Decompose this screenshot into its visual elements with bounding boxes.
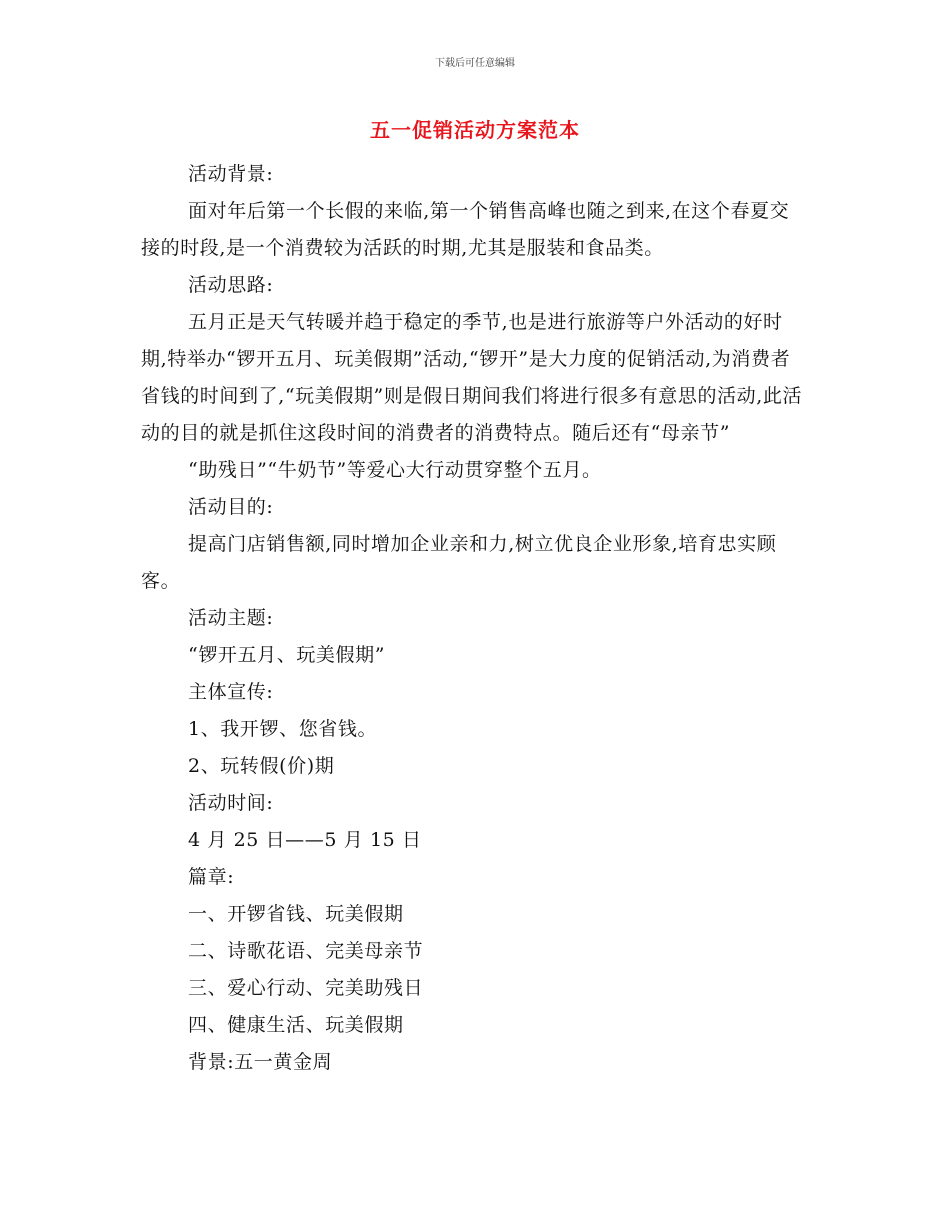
section-heading-theme: 活动主题: <box>188 607 274 629</box>
promo-item-2: 2、玩转假(价)期 <box>188 755 335 777</box>
paragraph-idea-continued: “助残日”“牛奶节”等爱心大行动贯穿整个五月。 <box>188 459 602 481</box>
section-heading-background: 活动背景: <box>188 163 274 185</box>
chapter-item-1: 一、开锣省钱、玩美假期 <box>188 903 404 925</box>
section-heading-promo: 主体宣传: <box>188 681 274 703</box>
section-heading-chapters: 篇章: <box>188 866 235 888</box>
paragraph-background: 面对年后第一个长假的来临,第一个销售高峰也随之到来,在这个春夏交接的时段,是一个消费较为活跃的时期,尤其是服装和食品类。 <box>141 200 790 259</box>
background-line: 背景:五一黄金周 <box>188 1051 333 1073</box>
document-body <box>141 156 807 1081</box>
header-note: 下载后可任意编辑 <box>435 58 515 69</box>
section-heading-idea: 活动思路: <box>188 274 274 296</box>
chapter-item-3: 三、爱心行动、完美助残日 <box>188 977 424 999</box>
document-title: 五一促销活动方案范本 <box>370 118 580 142</box>
promo-item-1: 1、我开锣、您省钱。 <box>188 718 378 740</box>
chapter-item-4: 四、健康生活、玩美假期 <box>188 1014 404 1036</box>
section-heading-time: 活动时间: <box>188 792 274 814</box>
section-heading-goal: 活动目的: <box>188 496 274 518</box>
theme-text: “锣开五月、玩美假期” <box>188 644 386 666</box>
paragraph-idea: 五月正是天气转暖并趋于稳定的季节,也是进行旅游等户外活动的好时期,特举办“锣开五月、玩美假期”活动,“锣开”是大力度的促销活动,为消费者省钱的时间到了,“玩美假期”则是假日期间我们将进行很多有意思的活动,此活动的目的就是抓住这段时间的消费者的消费特点。随后还有“母亲节” <box>141 311 803 444</box>
time-text: 4 月 25 日——5 月 15 日 <box>188 829 422 851</box>
chapter-item-2: 二、诗歌花语、完美母亲节 <box>188 940 424 962</box>
paragraph-goal: 提高门店销售额,同时增加企业亲和力,树立优良企业形象,培育忠实顾客。 <box>141 533 777 592</box>
